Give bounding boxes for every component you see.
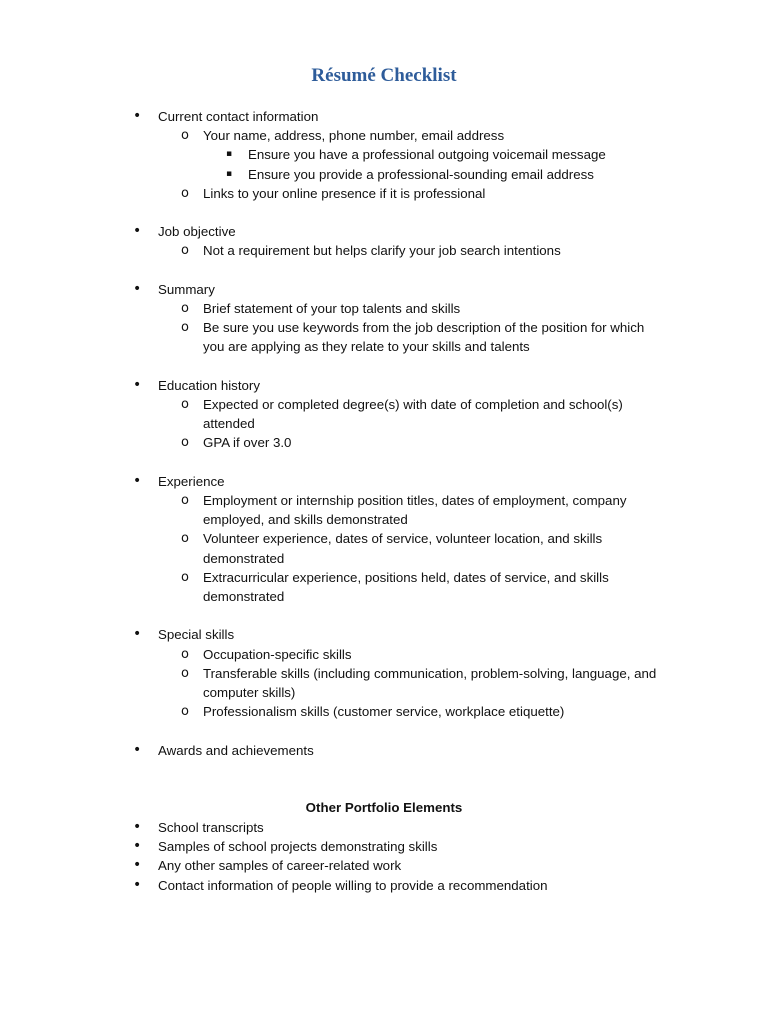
- other-portfolio-heading: Other Portfolio Elements: [305, 800, 463, 815]
- list-item: [0, 395, 768, 433]
- section-label: Summary: [158, 281, 215, 297]
- checklist-section: [0, 107, 768, 203]
- list-item: [0, 529, 768, 567]
- portfolio-item-text: Samples of school projects demonstrating skills: [158, 839, 438, 855]
- sub-item-text: Ensure you provide a professional-sounding email address: [248, 166, 594, 182]
- item-text: Employment or internship position titles, dates of employment, company employed, and skills demonstrated: [203, 493, 627, 528]
- bullet-icon: •: [133, 626, 142, 643]
- section-heading: [0, 741, 768, 760]
- portfolio-item-text: Any other samples of career-related work: [158, 858, 402, 874]
- circle-bullet-icon: o: [181, 243, 189, 259]
- section-heading: [0, 280, 768, 299]
- section-label: Current contact information: [158, 109, 319, 124]
- list-item: [0, 318, 768, 356]
- list-item: [0, 702, 768, 721]
- circle-bullet-icon: o: [181, 128, 189, 144]
- list-item: [0, 491, 768, 529]
- portfolio-item: [0, 876, 768, 895]
- portfolio-item-text: School transcripts: [158, 820, 264, 835]
- page-title: Résumé Checklist: [311, 65, 457, 86]
- section-label: Experience: [158, 473, 225, 489]
- checklist: [0, 107, 768, 779]
- portfolio-item-text: Contact information of people willing to provide a recommendation: [158, 877, 548, 893]
- checklist-section: [0, 741, 768, 760]
- item-text: Volunteer experience, dates of service, volunteer location, and skills demonstrated: [203, 531, 603, 566]
- item-text: Transferable skills (including communication, problem-solving, language, and computer skills): [203, 665, 657, 701]
- portfolio-item: [0, 837, 768, 856]
- square-bullet-icon: ▪: [226, 149, 233, 160]
- bullet-icon: •: [133, 280, 142, 297]
- item-text: GPA if over 3.0: [203, 435, 292, 451]
- circle-bullet-icon: o: [181, 320, 189, 336]
- bullet-icon: •: [133, 223, 142, 240]
- item-text: Extracurricular experience, positions held, dates of service, and skills demonstrated: [203, 569, 609, 605]
- list-item: [0, 241, 768, 260]
- section-label: Awards and achievements: [158, 742, 314, 758]
- item-text: Brief statement of your top talents and skills: [203, 301, 461, 316]
- sub-list-item: [0, 145, 768, 164]
- item-text: Professionalism skills (customer service, workplace etiquette): [203, 704, 565, 720]
- item-text: Expected or completed degree(s) with date of completion and school(s) attended: [203, 397, 623, 432]
- section-heading: [0, 376, 768, 395]
- item-text: Your name, address, phone number, email address: [203, 128, 505, 144]
- bullet-icon: •: [133, 472, 142, 489]
- portfolio-item: [0, 818, 768, 837]
- circle-bullet-icon: o: [181, 493, 189, 508]
- section-label: Special skills: [158, 627, 235, 643]
- section-label: Job objective: [158, 224, 236, 240]
- checklist-section: [0, 625, 768, 721]
- checklist-section: [0, 222, 768, 260]
- circle-bullet-icon: o: [181, 301, 189, 316]
- bullet-icon: •: [133, 819, 142, 835]
- section-heading: [0, 472, 768, 491]
- circle-bullet-icon: o: [181, 397, 189, 412]
- checklist-section: [0, 472, 768, 606]
- bullet-icon: •: [133, 876, 142, 893]
- list-item: [0, 299, 768, 318]
- list-item: [0, 126, 768, 145]
- bullet-icon: •: [133, 838, 142, 855]
- checklist-section: [0, 280, 768, 357]
- list-item: [0, 645, 768, 664]
- item-text: Not a requirement but helps clarify your job search intentions: [203, 243, 561, 259]
- list-item: [0, 433, 768, 452]
- circle-bullet-icon: o: [181, 531, 189, 547]
- checklist-section: [0, 376, 768, 453]
- list-item: [0, 664, 768, 702]
- section-heading: [0, 625, 768, 644]
- other-portfolio-list: [0, 818, 768, 895]
- bullet-icon: •: [133, 376, 142, 393]
- item-text: Occupation-specific skills: [203, 646, 352, 662]
- section-label: Education history: [158, 377, 260, 393]
- circle-bullet-icon: o: [181, 704, 189, 720]
- bullet-icon: •: [133, 741, 142, 758]
- bullet-icon: •: [133, 108, 142, 124]
- sub-list-item: [0, 165, 768, 184]
- section-heading: [0, 107, 768, 126]
- circle-bullet-icon: o: [181, 435, 189, 451]
- circle-bullet-icon: o: [181, 185, 189, 201]
- item-text: Links to your online presence if it is professional: [203, 185, 486, 201]
- sub-item-text: Ensure you have a professional outgoing voicemail message: [248, 147, 606, 163]
- square-bullet-icon: ▪: [226, 168, 233, 179]
- circle-bullet-icon: o: [181, 646, 189, 662]
- list-item: [0, 568, 768, 606]
- item-text: Be sure you use keywords from the job description of the position for which you are applying as they relate to your skills and talents: [203, 320, 645, 355]
- circle-bullet-icon: o: [181, 665, 189, 681]
- bullet-icon: •: [133, 857, 142, 874]
- circle-bullet-icon: o: [181, 569, 189, 585]
- section-heading: [0, 222, 768, 241]
- portfolio-item: [0, 856, 768, 875]
- list-item: [0, 184, 768, 203]
